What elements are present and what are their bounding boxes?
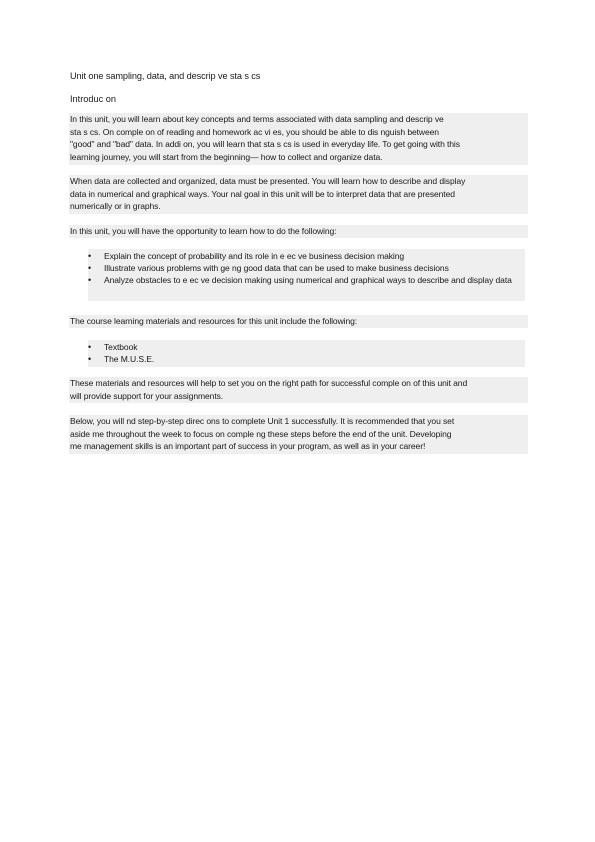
- intro-line: "good" and "bad" data. In addi on, you will learn that sta s cs is used in everyday life. To get going with this: [70, 139, 460, 150]
- unit-title: Unit one sampling, data, and descrip ve sta s cs: [70, 71, 261, 81]
- objective-text: Analyze obstacles to e ec ve decision making using numerical and graphical ways to describe and display data: [104, 275, 512, 286]
- closing-line: me management skills is an important part of success in your program, as well as in your career!: [70, 441, 426, 452]
- bullet-glyph: •: [88, 342, 92, 352]
- materials-intro-paragraph: [69, 315, 528, 328]
- intro-line: In this unit, you will learn about key concepts and terms associated with data sampling and descrip ve: [70, 114, 444, 124]
- closing-line: aside me throughout the week to focus on comple ng these steps before the end of the unit. Developing: [70, 428, 452, 439]
- objectives-list: [88, 249, 525, 301]
- presentation-line: numerically or in graphs.: [70, 201, 161, 212]
- list-item: [88, 353, 525, 365]
- support-line: will provide support for your assignments.: [70, 390, 224, 401]
- closing-paragraph: [69, 415, 528, 454]
- material-text: Textbook: [104, 342, 138, 352]
- bullet-glyph: •: [88, 251, 92, 261]
- objective-text: Explain the concept of probability and its role in e ec ve business decision making: [104, 251, 405, 261]
- bullet-glyph: •: [88, 354, 92, 365]
- closing-line: Below, you will nd step-by-step direc ons to complete Unit 1 successfully. It is recommended that you set: [70, 416, 455, 426]
- intro-line: learning journey, you will start from the beginning— how to collect and organize data.: [70, 152, 383, 163]
- material-text: The M.U.S.E.: [104, 354, 155, 365]
- opportunity-paragraph: [69, 225, 528, 238]
- bullet-glyph: •: [88, 275, 92, 286]
- intro-paragraph: [69, 113, 528, 165]
- bullet-glyph: •: [88, 263, 92, 274]
- objective-text: Illustrate various problems with ge ng good data that can be used to make business decisions: [104, 263, 449, 274]
- presentation-line: data in numerical and graphical ways. Your nal goal in this unit will be to interpret data that are presented: [70, 188, 455, 199]
- materials-intro-line: The course learning materials and resources for this unit include the following:: [70, 316, 358, 326]
- support-paragraph: [69, 377, 528, 403]
- intro-line: sta s cs. On comple on of reading and homework ac vi es, you should be able to dis nguish between: [70, 126, 439, 137]
- presentation-paragraph: [69, 175, 528, 214]
- list-item: [88, 262, 525, 274]
- list-item: [88, 250, 525, 262]
- list-item: [88, 341, 525, 353]
- materials-list: [88, 340, 525, 367]
- opportunity-line: In this unit, you will have the opportunity to learn how to do the following:: [70, 226, 337, 236]
- section-heading-introduction: Introduc on: [70, 94, 116, 104]
- presentation-line: When data are collected and organized, data must be presented. You will learn how to describe and display: [70, 176, 466, 186]
- support-line: These materials and resources will help to set you on the right path for successful comple on of this unit and: [70, 378, 468, 388]
- list-item: [88, 274, 525, 286]
